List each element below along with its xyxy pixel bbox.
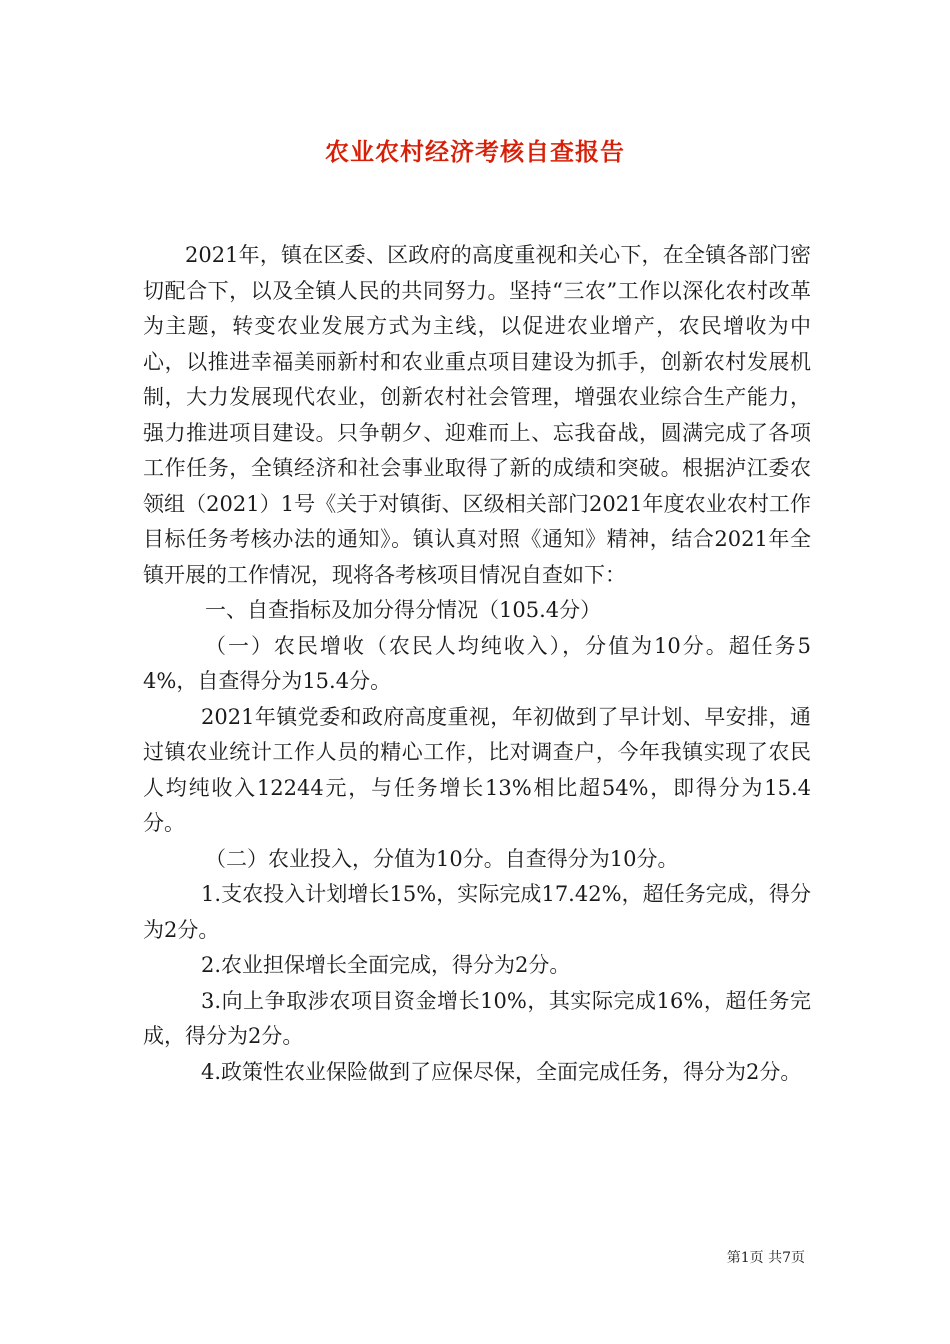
paragraph-item-2-4: 4.政策性农业保险做到了应保尽保，全面完成任务，得分为2分。 xyxy=(201,1059,802,1084)
paragraph-item-2-2: 2.农业担保增长全面完成，得分为2分。 xyxy=(201,953,571,977)
page-title: 农业农村经济考核自查报告 xyxy=(325,137,625,166)
document-body xyxy=(143,238,811,1090)
paragraph-item-2: （二）农业投入，分值为10分。自查得分为10分。 xyxy=(205,846,679,871)
page-number: 第1页 共7页 xyxy=(726,1250,805,1266)
paragraph-intro: 2021年，镇在区委、区政府的高度重视和关心下，在全镇各部门密切配合下，以及全镇人民的共同努力。坚持“三农”工作以深化农村改革为主题，转变农业发展方式为主线，以促进农业增产，农民增收为中心，以推进幸福美丽新村和农业重点项目建设为抓手，创新农村发展机制，大力发展现代农业，创新农村社会管理，增强农业综合生产能力，强力推进项目建设。只争朝夕、迎难而上、忘我奋战，圆满完成了各项工作任务，全镇经济和社会事业取得了新的成绩和突破。根据泸江委农领组（2021）1号《关于对镇街、区级相关部门2021年度农业农村工作目标任务考核办法的通知》。镇认真对照《通知》精神，结合2021年全镇开展的工作情况，现将各考核项目情况自查如下： xyxy=(143,243,811,587)
paragraph-item-2-3: 3.向上争取涉农项目资金增长10%，其实际完成16%，超任务完成，得分为2分。 xyxy=(143,988,811,1048)
paragraph-item-2-1: 1.支农投入计划增长15%，实际完成17.42%，超任务完成，得分为2分。 xyxy=(143,882,811,942)
paragraph-item-1-detail: 2021年镇党委和政府高度重视，年初做到了早计划、早安排，通过镇农业统计工作人员的精心工作，比对调查户，今年我镇实现了农民人均纯收入12244元，与任务增长13%相比超54%，即得分为15.4分。 xyxy=(143,704,811,835)
section-heading: 一、自查指标及加分得分情况（105.4分） xyxy=(205,598,602,622)
paragraph-item-1: （一）农民增收（农民人均纯收入），分值为10分。超任务54%，自查得分为15.4分。 xyxy=(143,633,811,693)
